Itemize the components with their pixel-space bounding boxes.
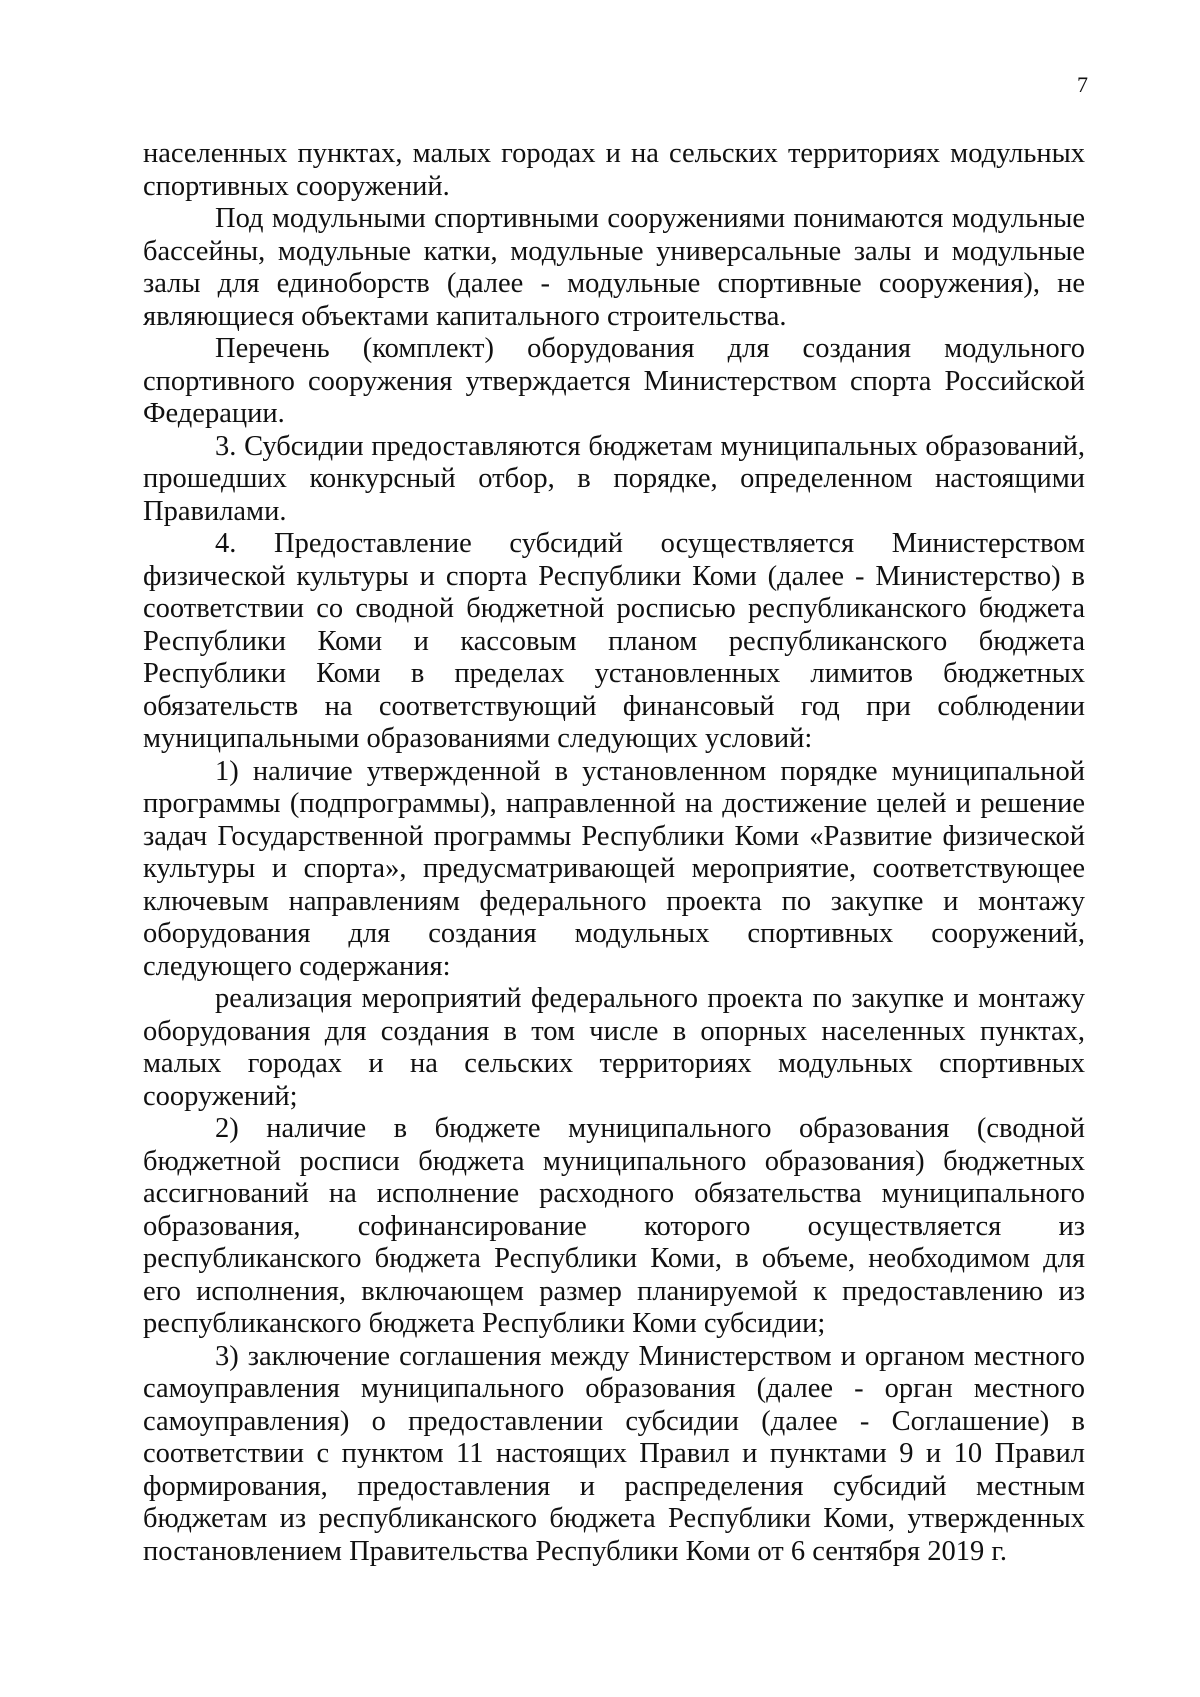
paragraph-continuation: населенных пунктах, малых городах и на сельских территориях модульных спортивных сооружений. [143, 138, 1085, 202]
paragraph-modular-definition: Под модульными спортивными сооружениями понимаются модульные бассейны, модульные катки, модульные универсальные залы и модульные залы для единоборств (далее - модульные спортивные сооружения), не являющиеся объектами капитального строительства. [143, 203, 1085, 332]
paragraph-equipment-list: Перечень (комплект) оборудования для создания модульного спортивного сооружения утверждается Министерством спорта Российской Федерации. [143, 333, 1085, 429]
paragraph-condition-2: 2) наличие в бюджете муниципального образования (сводной бюджетной росписи бюджета муниципального образования) бюджетных ассигнований на исполнение расходного обязательства муниципального образования, софинансирование которого осуществляется из республиканского бюджета Республики Коми, в объеме, необходимом для его исполнения, включающем размер планируемой к предоставлению из республиканского бюджета Республики Коми субсидии; [143, 1113, 1085, 1339]
page-number: 7 [1077, 72, 1088, 97]
paragraph-item-3: 3. Субсидии предоставляются бюджетам муниципальных образований, прошедших конкурсный отбор, в порядке, определенном настоящими Правилами. [143, 430, 1085, 527]
paragraph-condition-1: 1) наличие утвержденной в установленном порядке муниципальной программы (подпрограммы), направленной на достижение целей и решение задач Государственной программы Республики Коми «Развитие физической культуры и спорта», предусматривающей мероприятие, соответствующее ключевым направлениям федерального проекта по закупке и монтажу оборудования для создания модульных спортивных сооружений, следующего содержания: [143, 755, 1085, 982]
paragraph-condition-1-content: реализация мероприятий федерального проекта по закупке и монтажу оборудования для создания в том числе в опорных населенных пунктах, малых городах и на сельских территориях модульных спортивных сооружений; [143, 983, 1085, 1112]
document-body [143, 138, 1085, 1568]
paragraph-condition-3: 3) заключение соглашения между Министерством и органом местного самоуправления муниципального образования (далее - орган местного самоуправления) о предоставлении субсидии (далее - Соглашение) в соответствии с пунктом 11 настоящих Правил и пунктами 9 и 10 Правил формирования, предоставления и распределения субсидий местным бюджетам из республиканского бюджета Республики Коми, утвержденных постановлением Правительства Республики Коми от 6 сентября 2019 г. [143, 1340, 1085, 1567]
paragraph-item-4: 4. Предоставление субсидий осуществляется Министерством физической культуры и спорта Республики Коми (далее - Министерство) в соответствии со сводной бюджетной росписью республиканского бюджета Республики Коми и кассовым планом республиканского бюджета Республики Коми в пределах установленных лимитов бюджетных обязательств на соответствующий финансовый год при соблюдении муниципальными образованиями следующих условий: [143, 528, 1085, 754]
